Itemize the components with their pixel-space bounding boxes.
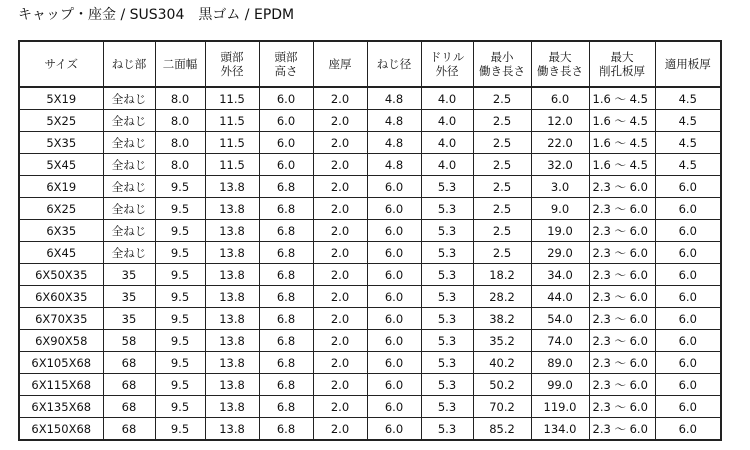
table-cell: 2.0: [313, 220, 367, 242]
column-header-line: 外径: [220, 64, 244, 78]
table-cell: 11.5: [205, 132, 259, 154]
table-cell: 5.3: [421, 374, 473, 396]
column-header: [421, 41, 473, 87]
table-cell: 5X19: [19, 87, 103, 110]
table-row: [19, 220, 721, 242]
table-cell: 6.0: [367, 198, 421, 220]
table-cell: 6.8: [259, 330, 313, 352]
column-header-line: 頭部: [274, 50, 298, 64]
table-cell: 13.8: [205, 176, 259, 198]
column-header: [531, 41, 589, 87]
table-cell: 5X25: [19, 110, 103, 132]
table-cell: 5X35: [19, 132, 103, 154]
table-cell: 1.6 ～ 4.5: [589, 132, 655, 154]
table-cell: 2.5: [473, 154, 531, 176]
column-header: [367, 41, 421, 87]
table-cell: 74.0: [531, 330, 589, 352]
table-cell: 2.0: [313, 110, 367, 132]
column-header: [103, 41, 155, 87]
spec-table: [18, 40, 722, 441]
table-cell: 6X60X35: [19, 286, 103, 308]
table-cell: 4.8: [367, 87, 421, 110]
table-cell: 6.8: [259, 352, 313, 374]
table-cell: 2.0: [313, 198, 367, 220]
table-cell: 2.0: [313, 330, 367, 352]
table-cell: 13.8: [205, 220, 259, 242]
table-cell: 1.6 ～ 4.5: [589, 110, 655, 132]
table-row: [19, 87, 721, 110]
column-header-line: 働き長さ: [537, 64, 583, 78]
table-row: [19, 198, 721, 220]
table-cell: 5.3: [421, 198, 473, 220]
table-cell: 9.5: [155, 220, 205, 242]
table-cell: 8.0: [155, 154, 205, 176]
table-cell: 6.8: [259, 198, 313, 220]
table-cell: 6.8: [259, 374, 313, 396]
table-cell: 6X25: [19, 198, 103, 220]
table-cell: 9.5: [155, 264, 205, 286]
column-header: [205, 41, 259, 87]
table-cell: 9.5: [155, 176, 205, 198]
table-cell: 9.5: [155, 242, 205, 264]
table-cell: 68: [103, 352, 155, 374]
column-header-line: ドリル: [429, 50, 465, 64]
table-cell: 6.0: [655, 242, 721, 264]
table-cell: 11.5: [205, 154, 259, 176]
table-cell: 6X19: [19, 176, 103, 198]
table-cell: 2.0: [313, 154, 367, 176]
table-cell: 4.5: [655, 87, 721, 110]
table-cell: 18.2: [473, 264, 531, 286]
table-cell: 2.0: [313, 418, 367, 441]
table-cell: 38.2: [473, 308, 531, 330]
column-header-line: 頭部: [220, 50, 244, 64]
table-body: [19, 87, 721, 440]
table-cell: 2.3 ～ 6.0: [589, 176, 655, 198]
table-cell: 5.3: [421, 286, 473, 308]
table-row: [19, 396, 721, 418]
table-cell: 8.0: [155, 132, 205, 154]
table-cell: 3.0: [531, 176, 589, 198]
table-cell: 2.3 ～ 6.0: [589, 286, 655, 308]
table-cell: 6X150X68: [19, 418, 103, 441]
table-cell: 6.0: [367, 264, 421, 286]
table-cell: 6.0: [531, 87, 589, 110]
table-cell: 2.3 ～ 6.0: [589, 330, 655, 352]
column-header: [589, 41, 655, 87]
table-cell: 5.3: [421, 264, 473, 286]
table-cell: 6.8: [259, 264, 313, 286]
table-cell: 89.0: [531, 352, 589, 374]
table-cell: 28.2: [473, 286, 531, 308]
table-cell: 6.8: [259, 220, 313, 242]
table-cell: 11.5: [205, 110, 259, 132]
table-cell: 6X90X58: [19, 330, 103, 352]
column-header: [259, 41, 313, 87]
table-cell: 8.0: [155, 110, 205, 132]
table-cell: 99.0: [531, 374, 589, 396]
table-cell: 2.3 ～ 6.0: [589, 418, 655, 441]
table-cell: 2.0: [313, 176, 367, 198]
table-cell: 40.2: [473, 352, 531, 374]
table-cell: 2.0: [313, 264, 367, 286]
table-cell: 19.0: [531, 220, 589, 242]
table-cell: 11.5: [205, 87, 259, 110]
table-cell: 4.8: [367, 110, 421, 132]
table-cell: 2.3 ～ 6.0: [589, 374, 655, 396]
table-cell: 6.0: [259, 87, 313, 110]
table-cell: 6X115X68: [19, 374, 103, 396]
table-cell: 2.5: [473, 87, 531, 110]
column-header-line: ねじ径: [376, 57, 412, 71]
table-cell: 5.3: [421, 352, 473, 374]
table-cell: 4.8: [367, 154, 421, 176]
table-cell: 6.0: [655, 220, 721, 242]
table-cell: 2.0: [313, 132, 367, 154]
table-cell: 6.8: [259, 418, 313, 441]
table-cell: 85.2: [473, 418, 531, 441]
table-cell: 全ねじ: [103, 242, 155, 264]
table-cell: 32.0: [531, 154, 589, 176]
column-header-line: 働き長さ: [479, 64, 525, 78]
column-header-line: 最大: [548, 50, 572, 64]
table-cell: 4.5: [655, 110, 721, 132]
table-cell: 2.5: [473, 242, 531, 264]
table-cell: 5.3: [421, 418, 473, 441]
table-cell: 1.6 ～ 4.5: [589, 87, 655, 110]
table-cell: 2.0: [313, 87, 367, 110]
table-cell: 2.0: [313, 286, 367, 308]
table-cell: 2.5: [473, 198, 531, 220]
table-cell: 2.0: [313, 396, 367, 418]
table-cell: 5.3: [421, 220, 473, 242]
table-cell: 2.3 ～ 6.0: [589, 264, 655, 286]
table-cell: 6X135X68: [19, 396, 103, 418]
table-cell: 2.0: [313, 308, 367, 330]
table-cell: 13.8: [205, 308, 259, 330]
table-cell: 6.0: [655, 330, 721, 352]
table-cell: 13.8: [205, 418, 259, 441]
table-cell: 6X70X35: [19, 308, 103, 330]
table-cell: 9.5: [155, 286, 205, 308]
table-cell: 5X45: [19, 154, 103, 176]
table-cell: 4.0: [421, 154, 473, 176]
table-cell: 5.3: [421, 176, 473, 198]
table-cell: 2.5: [473, 110, 531, 132]
column-header: [473, 41, 531, 87]
table-cell: 13.8: [205, 330, 259, 352]
table-cell: 58: [103, 330, 155, 352]
table-cell: 4.8: [367, 132, 421, 154]
table-cell: 6.0: [655, 418, 721, 441]
table-cell: 6X105X68: [19, 352, 103, 374]
column-header-line: サイズ: [44, 57, 79, 71]
table-cell: 全ねじ: [103, 220, 155, 242]
column-header: [19, 41, 103, 87]
header-row: [19, 41, 721, 87]
table-cell: 4.5: [655, 132, 721, 154]
table-cell: 6.0: [655, 198, 721, 220]
table-cell: 6.0: [367, 286, 421, 308]
table-cell: 9.5: [155, 308, 205, 330]
table-cell: 6.0: [655, 352, 721, 374]
table-cell: 9.5: [155, 198, 205, 220]
table-cell: 6.0: [655, 374, 721, 396]
table-cell: 2.0: [313, 352, 367, 374]
table-cell: 5.3: [421, 308, 473, 330]
table-cell: 13.8: [205, 264, 259, 286]
table-cell: 4.0: [421, 87, 473, 110]
table-cell: 2.5: [473, 220, 531, 242]
table-cell: 6.0: [367, 242, 421, 264]
table-cell: 2.3 ～ 6.0: [589, 220, 655, 242]
table-row: [19, 154, 721, 176]
table-cell: 全ねじ: [103, 110, 155, 132]
table-cell: 134.0: [531, 418, 589, 441]
table-row: [19, 286, 721, 308]
table-row: [19, 264, 721, 286]
table-cell: 4.0: [421, 132, 473, 154]
column-header-line: 二面幅: [162, 57, 198, 71]
table-cell: 2.3 ～ 6.0: [589, 308, 655, 330]
table-cell: 68: [103, 396, 155, 418]
table-cell: 44.0: [531, 286, 589, 308]
table-cell: 6.8: [259, 286, 313, 308]
table-cell: 6.0: [655, 176, 721, 198]
table-cell: 12.0: [531, 110, 589, 132]
column-header-line: 最大: [610, 50, 634, 64]
table-cell: 6.8: [259, 308, 313, 330]
table-cell: 全ねじ: [103, 87, 155, 110]
table-cell: 119.0: [531, 396, 589, 418]
table-cell: 9.5: [155, 330, 205, 352]
table-cell: 4.5: [655, 154, 721, 176]
table-cell: 8.0: [155, 87, 205, 110]
table-cell: 2.3 ～ 6.0: [589, 242, 655, 264]
table-cell: 6.0: [367, 396, 421, 418]
table-cell: 35.2: [473, 330, 531, 352]
column-header-line: 最小: [490, 50, 514, 64]
table-cell: 2.0: [313, 242, 367, 264]
table-cell: 13.8: [205, 198, 259, 220]
table-cell: 68: [103, 374, 155, 396]
table-cell: 6.0: [367, 374, 421, 396]
table-cell: 6.0: [367, 176, 421, 198]
table-cell: 9.5: [155, 418, 205, 441]
column-header-line: 削孔板厚: [599, 64, 645, 78]
table-cell: 6.0: [655, 308, 721, 330]
column-header: [313, 41, 367, 87]
table-cell: 6.0: [367, 308, 421, 330]
table-cell: 4.0: [421, 110, 473, 132]
table-cell: 6.8: [259, 396, 313, 418]
table-cell: 35: [103, 286, 155, 308]
table-cell: 6.8: [259, 176, 313, 198]
table-cell: 50.2: [473, 374, 531, 396]
table-cell: 9.5: [155, 352, 205, 374]
table-cell: 6.0: [367, 352, 421, 374]
table-cell: 9.5: [155, 396, 205, 418]
table-cell: 6X35: [19, 220, 103, 242]
table-cell: 2.3 ～ 6.0: [589, 396, 655, 418]
column-header-line: 座厚: [328, 57, 352, 71]
table-cell: 6.0: [655, 264, 721, 286]
column-header-line: 高さ: [274, 64, 298, 78]
table-row: [19, 176, 721, 198]
table-cell: 13.8: [205, 396, 259, 418]
column-header: [655, 41, 721, 87]
table-cell: 6.8: [259, 242, 313, 264]
table-row: [19, 132, 721, 154]
table-cell: 1.6 ～ 4.5: [589, 154, 655, 176]
table-cell: 29.0: [531, 242, 589, 264]
table-cell: 6.0: [655, 286, 721, 308]
table-cell: 9.5: [155, 374, 205, 396]
table-cell: 6.0: [367, 330, 421, 352]
table-cell: 全ねじ: [103, 176, 155, 198]
table-cell: 13.8: [205, 374, 259, 396]
table-cell: 6X45: [19, 242, 103, 264]
table-cell: 54.0: [531, 308, 589, 330]
table-cell: 6.0: [367, 418, 421, 441]
table-cell: 5.3: [421, 396, 473, 418]
table-cell: 35: [103, 264, 155, 286]
table-row: [19, 110, 721, 132]
table-cell: 9.0: [531, 198, 589, 220]
table-cell: 2.3 ～ 6.0: [589, 352, 655, 374]
table-cell: 2.0: [313, 374, 367, 396]
table-caption: キャップ・座金 / SUS304 黒ゴム / EPDM: [18, 7, 295, 23]
table-cell: 68: [103, 418, 155, 441]
column-header: [155, 41, 205, 87]
table-cell: 2.5: [473, 176, 531, 198]
table-row: [19, 308, 721, 330]
column-header-line: 外径: [435, 64, 459, 78]
column-header-line: 適用板厚: [664, 57, 711, 71]
table-row: [19, 330, 721, 352]
table-cell: 全ねじ: [103, 132, 155, 154]
table-cell: 13.8: [205, 352, 259, 374]
table-cell: 34.0: [531, 264, 589, 286]
table-cell: 全ねじ: [103, 154, 155, 176]
table-cell: 6X50X35: [19, 264, 103, 286]
table-cell: 6.0: [655, 396, 721, 418]
table-cell: 22.0: [531, 132, 589, 154]
table-cell: 13.8: [205, 242, 259, 264]
table-cell: 全ねじ: [103, 198, 155, 220]
table-cell: 6.0: [259, 110, 313, 132]
table-cell: 6.0: [259, 154, 313, 176]
table-cell: 2.3 ～ 6.0: [589, 198, 655, 220]
table-cell: 2.5: [473, 132, 531, 154]
column-header-line: ねじ部: [111, 57, 147, 71]
table-row: [19, 352, 721, 374]
table-row: [19, 374, 721, 396]
table-cell: 70.2: [473, 396, 531, 418]
table-cell: 35: [103, 308, 155, 330]
table-cell: 6.0: [259, 132, 313, 154]
table-row: [19, 418, 721, 441]
table-cell: 5.3: [421, 242, 473, 264]
table-row: [19, 242, 721, 264]
table-cell: 6.0: [367, 220, 421, 242]
table-cell: 13.8: [205, 286, 259, 308]
table-cell: 5.3: [421, 330, 473, 352]
